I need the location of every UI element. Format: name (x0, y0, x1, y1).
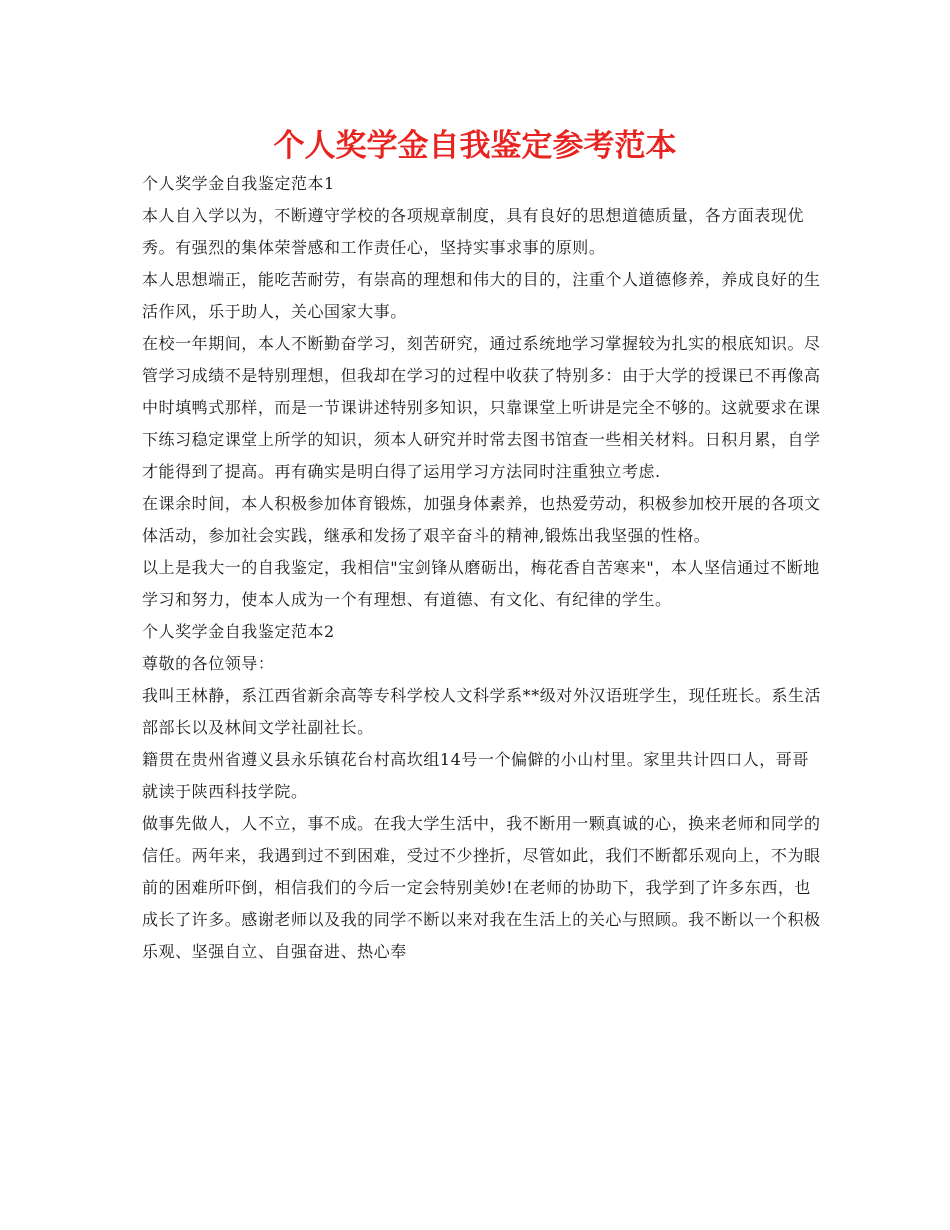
section-heading-1: 个人奖学金自我鉴定范本1 (142, 174, 335, 193)
paragraph: 本人思想端正，能吃苦耐劳，有崇高的理想和伟大的目的，注重个人道德修养，养成良好的生活作风，乐于助人，关心国家大事。 (142, 270, 821, 321)
salutation: 尊敬的各位领导： (142, 654, 275, 673)
paragraph: 做事先做人，人不立，事不成。在我大学生活中，我不断用一颗真诚的心，换来老师和同学的信任。两年来，我遇到过不到困难，受过不少挫折，尽管如此，我们不断都乐观向上，不为眼前的困难所吓倒，相信我们的今后一定会特别美妙!在老师的协助下，我学到了许多东西，也成长了许多。感谢老师以及我的同学不断以来对我在生活上的关心与照顾。我不断以一个积极乐观、坚强自立、自强奋进、热心奉 (142, 814, 821, 961)
paragraph: 本人自入学以为，不断遵守学校的各项规章制度，具有良好的思想道德质量，各方面表现优秀。有强烈的集体荣誉感和工作责任心，坚持实事求事的原则。 (142, 206, 805, 257)
paragraph: 在课余时间，本人积极参加体育锻炼，加强身体素养，也热爱劳动，积极参加校开展的各项文体活动，参加社会实践，继承和发扬了艰辛奋斗的精神,锻炼出我坚强的性格。 (142, 494, 821, 545)
section-heading-2: 个人奖学金自我鉴定范本2 (142, 622, 335, 641)
paragraph: 以上是我大一的自我鉴定，我相信"宝剑锋从磨砺出，梅花香自苦寒来"，本人坚信通过不断地学习和努力，使本人成为一个有理想、有道德、有文化、有纪律的学生。 (142, 558, 820, 609)
paragraph: 籍贯在贵州省遵义县永乐镇花台村高坎组14号一个偏僻的小山村里。家里共计四口人，哥哥就读于陕西科技学院。 (142, 750, 809, 801)
paragraph: 在校一年期间，本人不断勤奋学习，刻苦研究，通过系统地学习掌握较为扎实的根底知识。尽管学习成绩不是特别理想，但我却在学习的过程中收获了特别多：由于大学的授课已不再像高中时填鸭式那样，而是一节课讲述特别多知识，只靠课堂上听讲是完全不够的。这就要求在课下练习稳定课堂上所学的知识，须本人研究并时常去图书馆查一些相关材料。日积月累，自学才能得到了提高。再有确实是明白得了运用学习方法同时注重独立考虑. (142, 334, 821, 481)
document-title: 个人奖学金自我鉴定参考范本 (273, 128, 677, 164)
paragraph: 我叫王林静，系江西省新余高等专科学校人文科学系**级对外汉语班学生，现任班长。系生活部部长以及林间文学社副社长。 (142, 686, 822, 737)
document-body (142, 168, 822, 968)
